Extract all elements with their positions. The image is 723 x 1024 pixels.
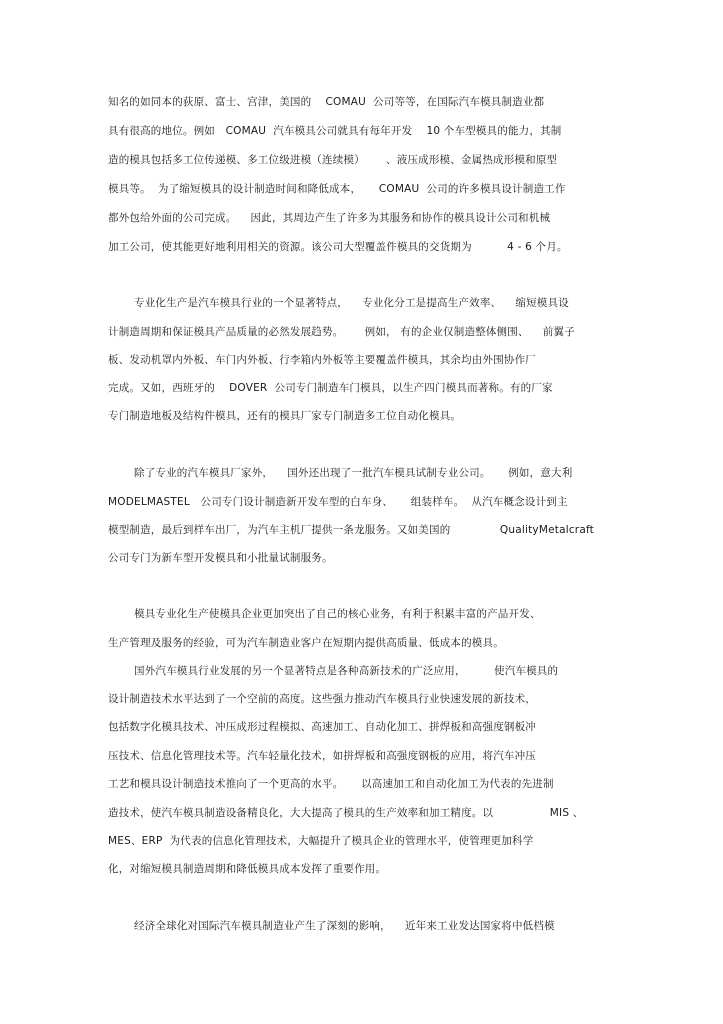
paragraph-4-line-2: 生产管理及服务的经验，可为汽车制造业客户在短期内提供高质量、低成本的模具。: [108, 637, 504, 649]
paragraph-3-line-3: 模型制造，最后到样车出厂，为汽车主机厂提供一条龙服务。又如美国的 QualityMetalcraft: [108, 524, 594, 536]
paragraph-6-line-1: 经济全球化对国际汽车模具制造业产生了深刻的影响， 近年来工业发达国家将中低档模: [134, 920, 555, 932]
paragraph-5-line-3: 包括数字化模具技术、冲压成形过程模拟、高速加工、自动化加工、拼焊板和高强度钢板冲: [108, 721, 536, 733]
paragraph-1-line-5: 都外包给外面的公司完成。 因此，其周边产生了许多为其服务和协作的模具设计公司和机械: [108, 212, 551, 224]
paragraph-3-line-2: MODELMASTEL 公司专门设计制造新开发车型的白车身、 组装样车。 从汽车概念设计到主: [108, 496, 568, 508]
paragraph-2-line-1: 专业化生产是汽车模具行业的一个显著特点， 专业化分工是提高生产效率、 缩短模具设: [134, 297, 569, 309]
paragraph-5-line-8: 化，对缩短模具制造周期和降低模具成本发挥了重要作用。: [108, 863, 387, 875]
paragraph-4-line-1: 模具专业化生产使模具企业更加突出了自己的核心业务，有利于积累丰富的产品开发、: [134, 608, 541, 620]
paragraph-1-line-1: 知名的如同本的荻原、富士、宫津，美国的 COMAU 公司等等，在国际汽车模具制造业都: [108, 96, 545, 108]
paragraph-2-line-4: 完成。又如，西班牙的 DOVER 公司专门制造车门模具，以生产四门模具而著称。有的厂家: [108, 382, 553, 394]
paragraph-1-line-2: 具有很高的地位。例如 COMAU 汽车模具公司就具有每年开发 10 个车型模具的能力，其制: [108, 125, 562, 137]
paragraph-3-line-4: 公司专门为新车型开发模具和小批量试制服务。: [108, 552, 333, 564]
paragraph-5-line-6: 造技术，使汽车模具制造设备精良化，大大提高了模具的生产效率和加工精度。以 MIS 、: [108, 807, 584, 819]
paragraph-5-line-2: 设计制造技术水平达到了一个空前的高度。这些强力推动汽车模具行业快速发展的新技术，: [108, 693, 536, 705]
paragraph-1-line-4: 模具等。 为了缩短模具的设计制造时间和降低成本， COMAU 公司的许多模具设计制造工作: [108, 183, 566, 195]
paragraph-3-line-1: 除了专业的汽车模具厂家外， 国外还出现了一批汽车模具试制专业公司。 例如，意大利: [134, 467, 573, 479]
paragraph-5-line-5: 工艺和模具设计制造技术推向了一个更高的水平。 以高速加工和自动化加工为代表的先进制: [108, 778, 554, 790]
paragraph-2-line-3: 板、发动机罩内外板、车门内外板、行李箱内外板等主要覆盖件模具，其余均由外围协作厂: [108, 354, 536, 366]
paragraph-2-line-5: 专门制造地板及结构件模具，还有的模具厂家专门制造多工位自动化模具。: [108, 410, 462, 422]
paragraph-5-line-4: 压技术、信息化管理技术等。汽车轻量化技术，如拼焊板和高强度钢板的应用，将汽车冲压: [108, 750, 536, 762]
paragraph-5-line-7: MES、ERP 为代表的信息化管理技术，大幅提升了模具企业的管理水平，使管理更加科学: [108, 835, 534, 847]
paragraph-1-line-6: 加工公司，使其能更好地利用相关的资源。该公司大型覆盖件模具的交货期为 4 - 6 个月。: [108, 241, 568, 253]
paragraph-5-line-1: 国外汽车模具行业发展的另一个显著特点是各种高新技术的广泛应用， 使汽车模具的: [134, 665, 559, 677]
paragraph-2-line-2: 计制造周期和保证模具产品质量的必然发展趋势。 例如， 有的企业仅制造整体侧围、 前翼子: [108, 326, 575, 338]
paragraph-1-line-3: 造的模具包括多工位传递模、多工位级进模（连续模） 、液压成形模、金属热成形模和原型: [108, 154, 558, 166]
